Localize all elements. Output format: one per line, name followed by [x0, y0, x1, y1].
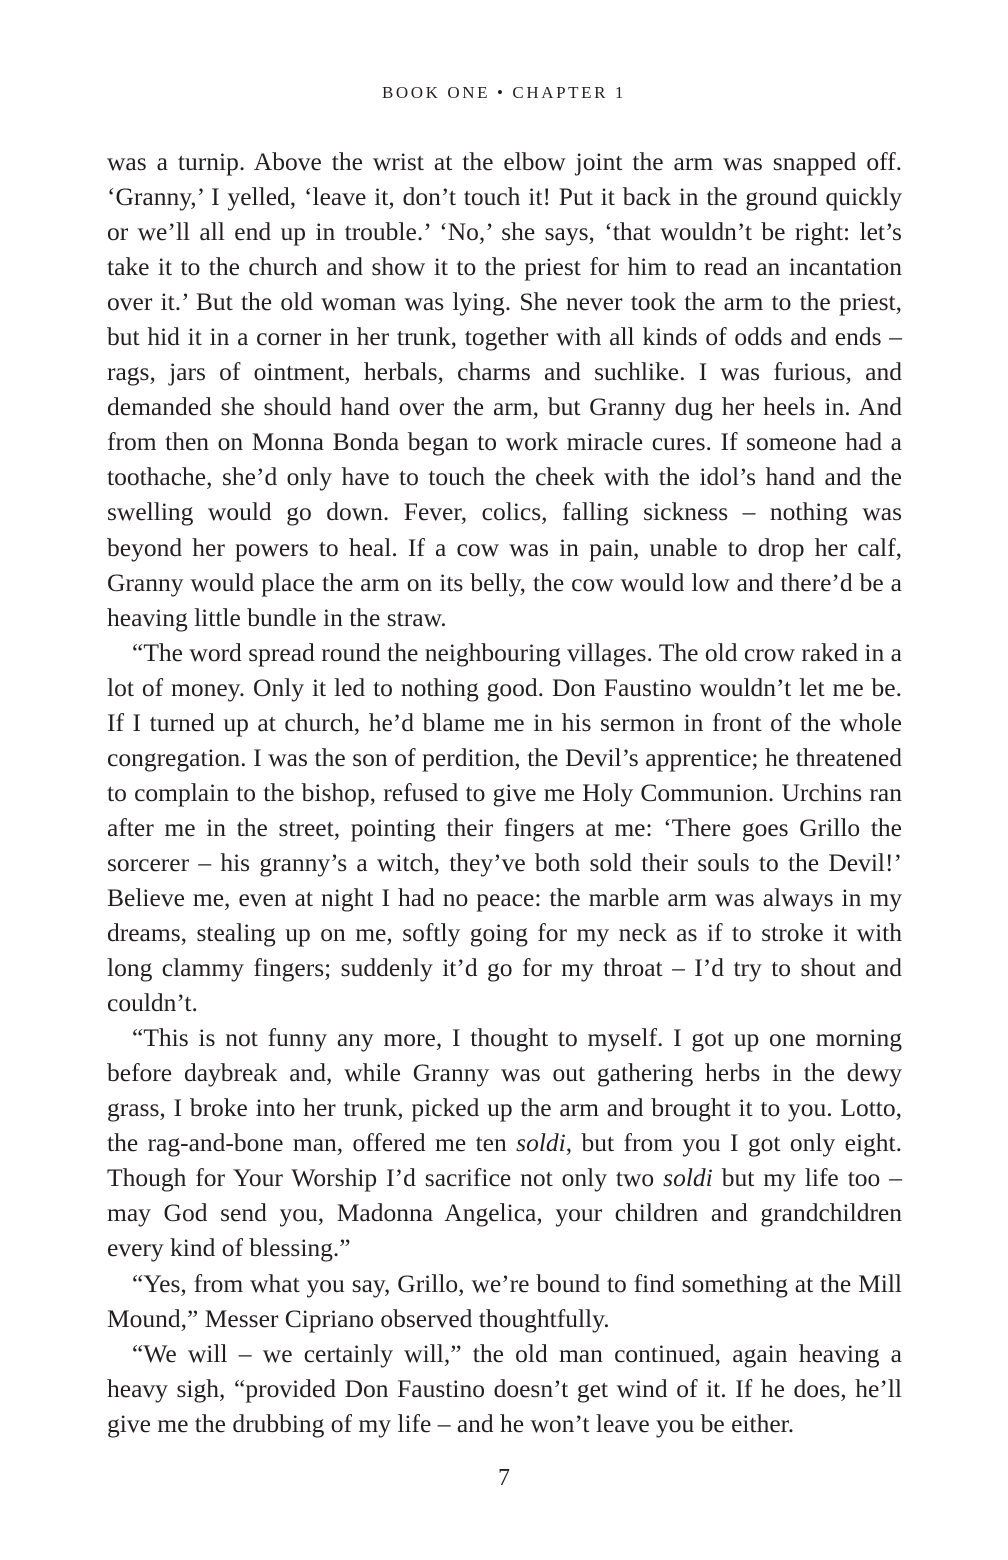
paragraph-4: “Yes, from what you say, Grillo, we’re bound to find something at the Mill Mound,” Messer Cipriano observed thoughtfully.	[107, 1268, 902, 1333]
body-text	[107, 144, 902, 1441]
italic-soldi-2: soldi	[663, 1163, 713, 1193]
paragraph-3	[107, 1020, 902, 1265]
paragraph-3-text-b: , but from you I got only eight. Though for Your Worship I’d sacrifice not only two	[107, 1128, 902, 1193]
paragraph-1: was a turnip. Above the wrist at the elbow joint the arm was snapped off. ‘Granny,’ I yelled, ‘leave it, don’t touch it! Put it back in the ground quickly or we’ll all end up in trouble.’ ‘No,’ she says, ‘that wouldn’t be right: let’s take it to the church and show it to the priest for him to read an incantation over it.’ But the old woman was lying. She never took the arm to the priest, but hid it in a corner in her trunk, together with all kinds of odds and ends – rags, jars of ointment, herbals, charms and suchlike. I was furious, and demanded she should hand over the arm, but Granny dug her heels in. And from then on Monna Bonda began to work miracle cures. If someone had a toothache, she’d only have to touch the cheek with the idol’s hand and the swelling would go down. Fever, colics, falling sickness – nothing was beyond her powers to heal. If a cow was in pain, unable to drop her calf, Granny would place the arm on its belly, the cow would low and there’d be a heaving little bundle in the straw.	[107, 147, 902, 632]
paragraph-3-text-a: “This is not funny any more, I thought to myself. I got up one morning before daybreak and, while Granny was out gathering herbs in the dewy grass, I broke into her trunk, picked up the arm and brought it to you. Lotto, the rag-and-bone man, offered me ten	[107, 1023, 902, 1158]
paragraph-2: “The word spread round the neighbouring villages. The old crow raked in a lot of money. Only it led to nothing good. Don Faustino wouldn’t let me be. If I turned up at church, he’d blame me in his sermon in front of the whole congregation. I was the son of perdition, the Devil’s apprentice; he threatened to complain to the bishop, refused to give me Holy Communion. Urchins ran after me in the street, pointing their fingers at me: ‘There goes Grillo the sorcerer – his granny’s a witch, they’ve both sold their souls to the Devil!’ Believe me, even at night I had no peace: the marble arm was always in my dreams, stealing up on me, softly going for my neck as if to stroke it with long clammy fingers; suddenly it’d go for my throat – I’d try to shout and couldn’t.	[107, 637, 902, 1018]
page-number: 7	[498, 1465, 510, 1491]
italic-soldi-1: soldi	[516, 1128, 566, 1158]
paragraph-5: “We will – we certainly will,” the old man continued, again heaving a heavy sigh, “provided Don Faustino doesn’t get wind of it. If he does, he’ll give me the drubbing of my life – and he won’t leave you be either.	[107, 1338, 902, 1438]
paragraph-3-text-c: but my life too – may God send you, Madonna Angelica, your children and grandchildren every kind of blessing.”	[107, 1163, 902, 1263]
running-head: BOOK ONE • CHAPTER 1	[381, 83, 626, 102]
